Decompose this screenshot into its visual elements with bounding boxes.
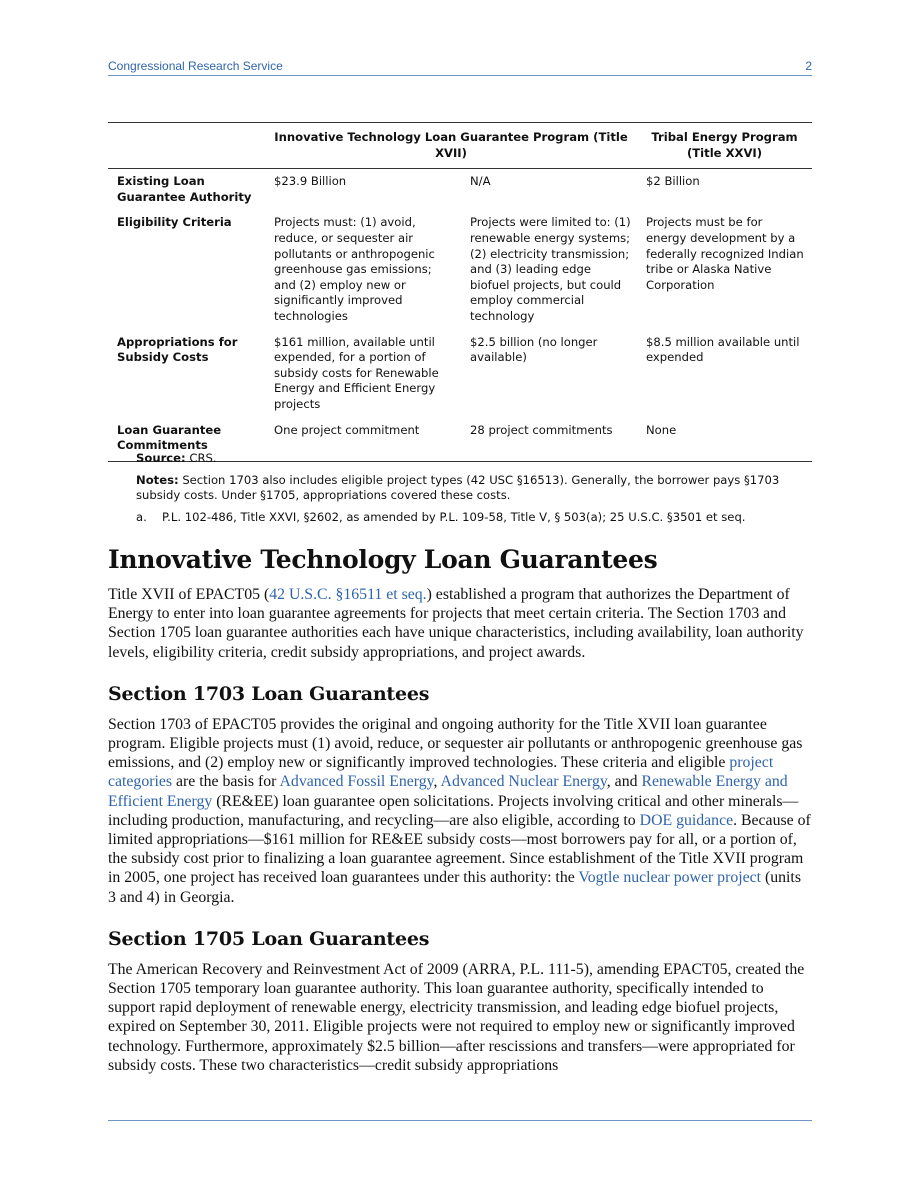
footer-divider	[108, 1120, 812, 1121]
advanced-fossil-energy-link[interactable]: Advanced Fossil Energy	[279, 773, 434, 791]
footnote-mark: a.	[136, 509, 147, 524]
text-span: . Because of limited appropriations—$161 million for RE&EE subsidy costs—most borrowers pay for all, or a portion of, the subsidy cost prior to finalizing a loan guarantee agreement. Since establishment of the Title XVII program in 2005, one project has received loan guarantees under this authority: the	[108, 811, 811, 887]
header-org-name: Congressional Research Service	[108, 59, 283, 73]
table-cell: $2.5 billion (no longer available)	[470, 334, 598, 365]
text-span: (RE&EE) loan guarantee open solicitations. Projects involving critical and other minerals—including production, manufacturing, and recycling—are also eligible, according to	[108, 792, 799, 829]
table-cell: $2 Billion	[646, 174, 700, 189]
text-span: Section 1703 of EPACT05 provides the original and ongoing authority for the Title XVII loan guarantee program. Eligible projects must (1) avoid, reduce, or sequester air pollutants or anthropogenic greenhouse gas emissions, and (2) employ new or significantly improved technologies. These criteria and eligible	[108, 715, 803, 772]
notes-text: Section 1703 also includes eligible project types (42 USC §16513). Generally, the borrower pays §1703 subsidy costs. Under §1705, appropriations covered these costs.	[136, 472, 780, 503]
vogtle-project-link[interactable]: Vogtle nuclear power project	[578, 869, 762, 887]
table-cell: Projects must be for energy development by a federally recognized Indian tribe or Alaska Native Corporation	[646, 215, 804, 292]
table-row-label: Eligibility Criteria	[117, 215, 232, 230]
table-cell: $8.5 million available until expended	[646, 334, 800, 365]
table-cell: None	[637, 420, 812, 462]
table-cell: $161 million, available until expended, for a portion of subsidy costs for Renewable Energy and Efficient Energy projects	[274, 334, 439, 411]
table-header-title-xxvi: Tribal Energy Program (Title XXVI)	[637, 123, 812, 169]
loan-program-table	[108, 122, 812, 462]
subsection-heading-1705: Section 1705 Loan Guarantees	[108, 927, 430, 950]
table-cell: Projects must: (1) avoid, reduce, or sequester air pollutants or anthropogenic greenhouse gas emissions; and (2) employ new or significantly improved technologies	[274, 215, 435, 323]
section-heading: Innovative Technology Loan Guarantees	[108, 545, 658, 574]
table-row	[108, 212, 812, 331]
text-span: ,	[433, 773, 441, 791]
text-span: are the basis for	[172, 773, 280, 791]
intro-paragraph	[108, 585, 812, 662]
table-header-blank	[108, 123, 265, 169]
table-row	[108, 332, 812, 420]
source-note	[136, 451, 812, 467]
table-cell: 28 project commitments	[461, 420, 637, 462]
text-span: Title XVII of EPACT05 (	[108, 586, 270, 603]
header-page-number: 2	[805, 59, 812, 73]
section-1705-paragraph: The American Recovery and Reinvestment Act of 2009 (ARRA, P.L. 111-5), amending EPACT05, created the Section 1705 temporary loan guarantee authority. This loan guarantee authority, specifically intended to support rapid deployment of renewable energy, electricity transmission, and leading edge biofuel projects, expired on September 30, 2011. Eligible projects were not required to employ new or significantly improved technology. Furthermore, approximately $2.5 billion—after rescissions and transfers—were appropriated for subsidy costs. These two characteristics—credit subsidy appropriations	[108, 960, 805, 1074]
table-cell: Projects were limited to: (1) renewable energy systems; (2) electricity transmission; and (3) leading edge biofuel projects, but could employ commercial technology	[470, 215, 631, 323]
subsection-heading-1703: Section 1703 Loan Guarantees	[108, 682, 430, 705]
usc-16511-link[interactable]: 42 U.S.C. §16511 et seq.	[269, 586, 427, 603]
section-1703-paragraph	[108, 715, 812, 907]
text-span: ) established a program that authorizes the Department of Energy to enter into loan guarantee agreements for projects that meet certain criteria. The Section 1703 and Section 1705 loan guarantee authorities each have unique characteristics, including availability, loan authority levels, eligibility criteria, credit subsidy appropriations, and project awards.	[108, 586, 804, 661]
doe-guidance-link[interactable]: DOE guidance	[639, 811, 734, 829]
page-header	[108, 58, 812, 76]
text-span: , and	[606, 773, 642, 791]
table-row	[108, 169, 812, 213]
notes-label: Notes:	[136, 472, 179, 487]
source-label: Source:	[136, 451, 186, 465]
footnote	[136, 510, 812, 526]
source-text: CRS.	[189, 451, 217, 465]
project-categories-link[interactable]: project categories	[108, 754, 774, 791]
table-row-label: Loan Guarantee Commitments	[108, 420, 265, 462]
notes-note	[136, 473, 812, 504]
table-row-label: Appropriations for Subsidy Costs	[117, 334, 238, 365]
footnote-text: P.L. 102-486, Title XXVI, §2602, as amended by P.L. 109-58, Title V, § 503(a); 25 U.S.C. §3501 et seq.	[162, 509, 746, 524]
table-row-label: Existing Loan Guarantee Authority	[117, 174, 252, 204]
table-header-title-xvii: Innovative Technology Loan Guarantee Program (Title XVII)	[265, 123, 637, 169]
main-body	[108, 544, 812, 1075]
table-cell: N/A	[470, 174, 491, 189]
table-cell: $23.9 Billion	[274, 174, 347, 189]
renewable-energy-link[interactable]: Renewable Energy and Efficient Energy	[108, 773, 788, 810]
advanced-nuclear-energy-link[interactable]: Advanced Nuclear Energy	[440, 773, 607, 791]
table-cell: One project commitment	[265, 420, 461, 462]
table-header-row	[108, 123, 812, 169]
table-notes	[136, 451, 812, 525]
text-span: (units 3 and 4) in Georgia.	[108, 869, 801, 906]
